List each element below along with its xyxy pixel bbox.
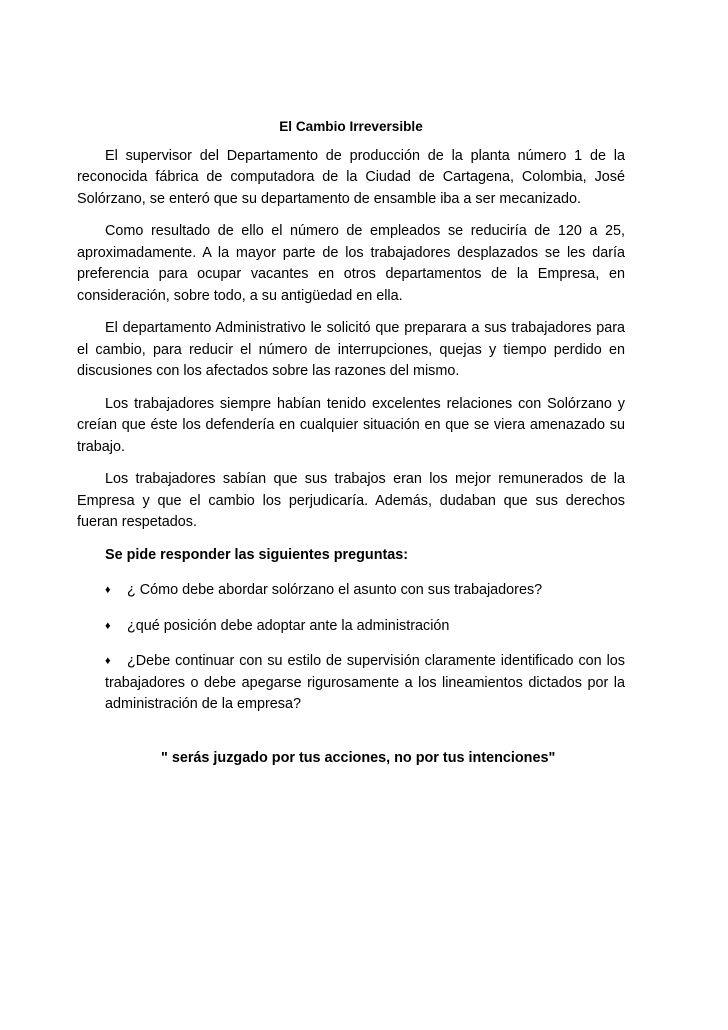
paragraph: Los trabajadores siempre habían tenido excelentes relaciones con Solórzano y creían que éste los defendería en cualquier situación en que se viera amenazado su trabajo. <box>77 395 625 455</box>
question-item <box>105 651 625 716</box>
closing-quote: " serás juzgado por tus acciones, no por tus intenciones" <box>161 749 556 766</box>
document-title: El Cambio Irreversible <box>279 119 423 134</box>
diamond-bullet-icon: ♦ <box>105 619 111 632</box>
paragraph: Como resultado de ello el número de empleados se reduciría de 120 a 25, aproximadamente. A la mayor parte de los trabajadores desplazados se les daría preferencia para ocupar vacantes en otros departamentos de la Empresa, en consideración, sobre todo, a su antigüedad en ella. <box>77 223 625 304</box>
question-text: ¿qué posición debe adoptar ante la administración <box>127 617 450 634</box>
questions-prompt: Se pide responder las siguientes preguntas: <box>105 546 409 563</box>
document-page <box>77 116 625 769</box>
question-text: ¿ Cómo debe abordar solórzano el asunto con sus trabajadores? <box>127 582 543 598</box>
diamond-bullet-icon: ♦ <box>105 655 111 667</box>
paragraph: El departamento Administrativo le solicitó que preparara a sus trabajadores para el cambio, para reducir el número de interrupciones, quejas y tiempo perdido en discusiones con los afectados sobre las razones del mismo. <box>77 320 625 379</box>
paragraph: Los trabajadores sabían que sus trabajos eran los mejor remunerados de la Empresa y que el cambio los perjudicaría. Además, dudaban que sus derechos fueran respetados. <box>77 471 625 530</box>
diamond-bullet-icon: ♦ <box>105 584 111 596</box>
question-item <box>105 580 625 602</box>
paragraph: El supervisor del Departamento de producción de la planta número 1 de la reconocida fábrica de computadora de la Ciudad de Cartagena, Colombia, José Solórzano, se enteró que su departamento de ensamble iba a ser mecanizado. <box>77 147 625 207</box>
question-text: ¿Debe continuar con su estilo de supervisión claramente identificado con los trabajadores o debe apegarse rigurosamente a los lineamientos dictados por la administración de la empresa? <box>105 653 625 712</box>
question-item <box>105 616 625 638</box>
